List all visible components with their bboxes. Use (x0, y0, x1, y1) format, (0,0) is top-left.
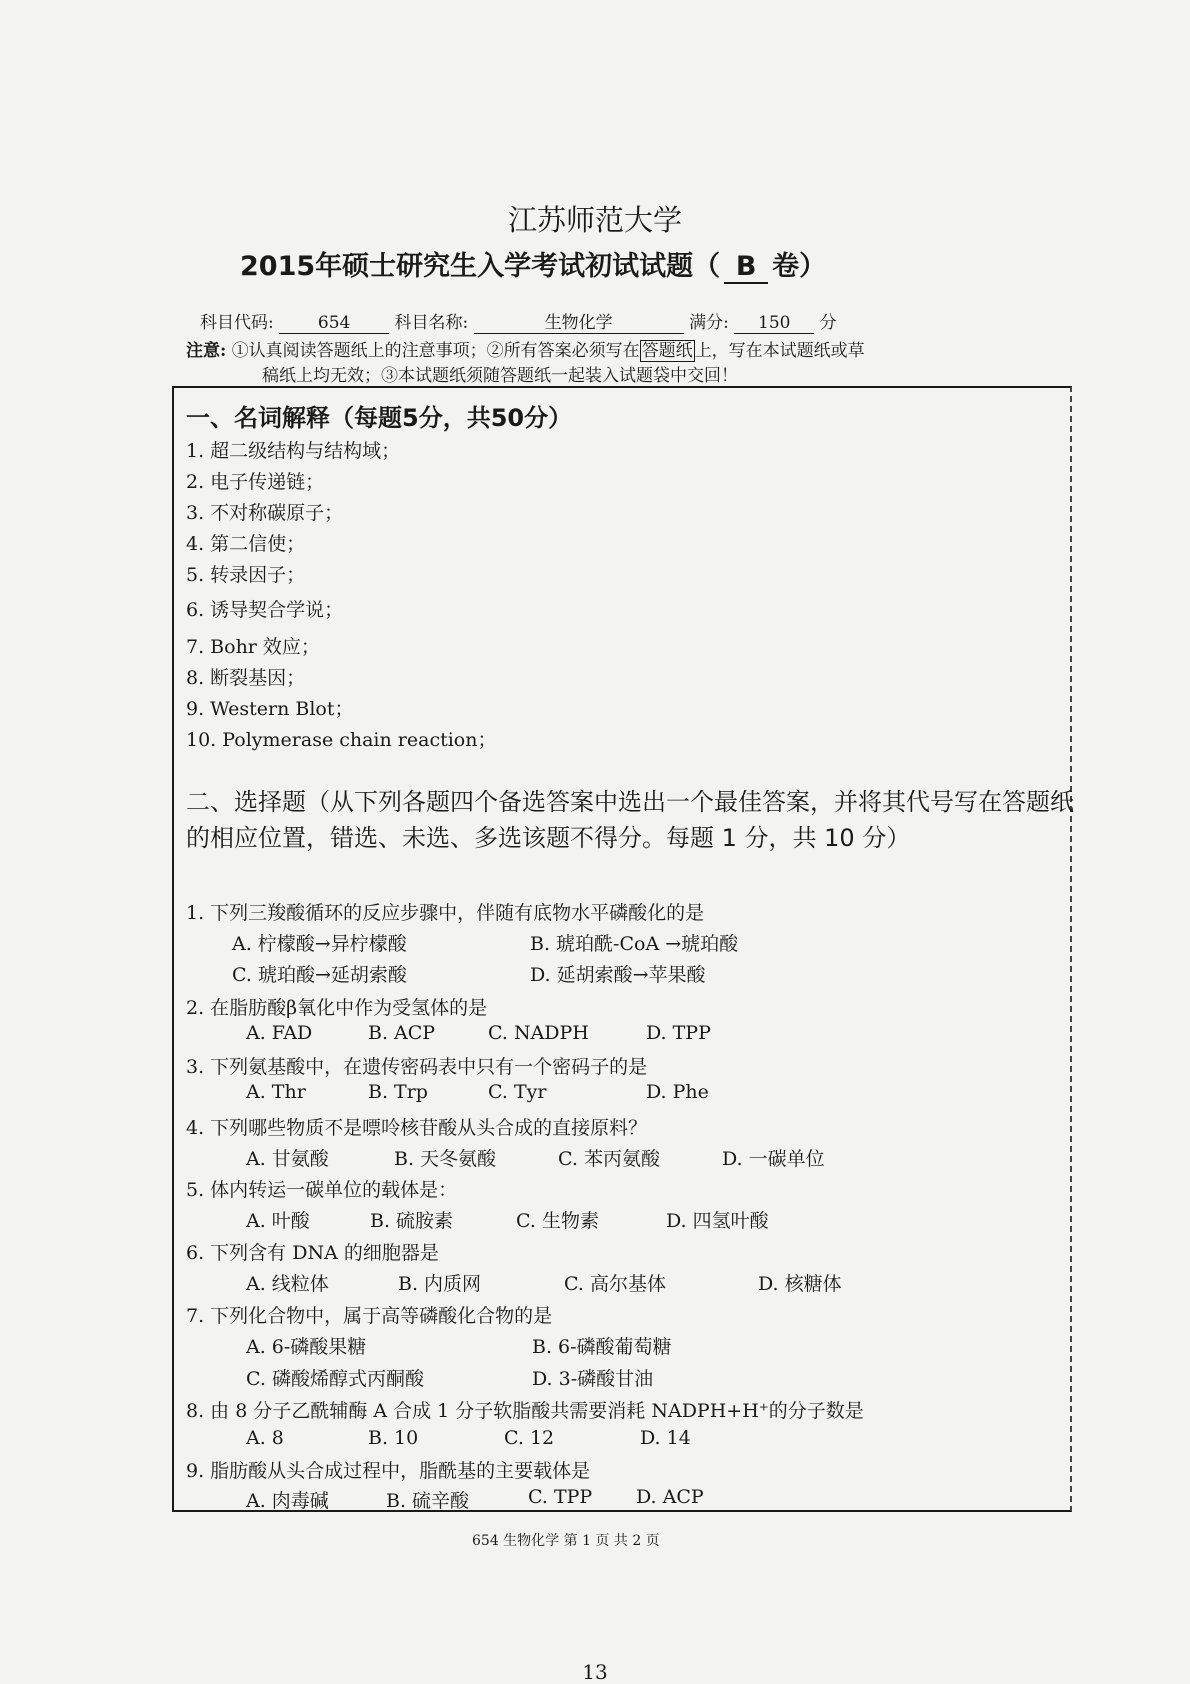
notice-line-2: 稿纸上均无效；③本试题纸须随答题纸一起装入试题袋中交回！ (262, 366, 738, 386)
option: A. FAD (246, 1022, 313, 1044)
notice-line-1 (186, 336, 865, 361)
option: C. 高尔基体 (564, 1273, 666, 1295)
option: D. 四氢叶酸 (666, 1210, 769, 1232)
question-stem: 6. 下列含有 DNA 的细胞器是 (186, 1242, 439, 1264)
score-value: 150 (734, 313, 814, 334)
option: A. 线粒体 (246, 1273, 329, 1295)
option: D. 延胡索酸→苹果酸 (530, 964, 706, 986)
option: D. 3-磷酸甘油 (532, 1368, 654, 1390)
section2-heading: 二、选择题（从下列各题四个备选答案中选出一个最佳答案，并将其代号写在答题纸的相应位置，错选、未选、多选该题不得分。每题 1 分，共 10 分） (186, 788, 1074, 852)
option: C. 磷酸烯醇式丙酮酸 (246, 1368, 424, 1390)
option: A. 叶酸 (246, 1210, 310, 1232)
question-stem: 8. 由 8 分子乙酰辅酶 A 合成 1 分子软脂酸共需要消耗 NADPH+H⁺的分子数是 (186, 1400, 864, 1422)
term-item: 4. 第二信使； (186, 533, 306, 555)
question-stem: 2. 在脂肪酸β氧化中作为受氢体的是 (186, 997, 488, 1019)
option: A. 甘氨酸 (246, 1148, 329, 1170)
question-stem: 3. 下列氨基酸中，在遗传密码表中只有一个密码子的是 (186, 1056, 648, 1078)
option: B. 硫胺素 (370, 1210, 454, 1232)
option: D. 14 (640, 1427, 691, 1449)
option: C. 12 (504, 1427, 555, 1449)
option: D. 核糖体 (758, 1273, 842, 1295)
option: D. TPP (646, 1022, 711, 1044)
option: A. 柠檬酸→异柠檬酸 (232, 933, 407, 955)
option: C. 苯丙氨酸 (558, 1148, 660, 1170)
term-item: 9. Western Blot； (186, 698, 354, 720)
term-item: 3. 不对称碳原子； (186, 502, 344, 524)
term-item: 8. 断裂基因； (186, 667, 306, 689)
option: D. ACP (636, 1486, 704, 1508)
page-number: 13 (582, 1660, 608, 1684)
option: B. 硫辛酸 (386, 1490, 470, 1512)
option: B. 10 (368, 1427, 419, 1449)
code-value: 654 (279, 313, 389, 334)
title-prefix: 2015年硕士研究生入学考试初试试题（ (240, 251, 721, 282)
option: C. 琥珀酸→延胡索酸 (232, 964, 407, 986)
paper-letter: B (724, 251, 768, 284)
exam-title (240, 244, 826, 284)
option: B. 琥珀酰-CoA →琥珀酸 (530, 933, 739, 955)
school-name: 江苏师范大学 (507, 203, 682, 237)
notice-label: 注意: (186, 341, 227, 361)
option: C. 生物素 (516, 1210, 599, 1232)
option: B. 6-磷酸葡萄糖 (532, 1336, 672, 1358)
term-item: 5. 转录因子； (186, 564, 306, 586)
question-stem: 4. 下列哪些物质不是嘌呤核苷酸从头合成的直接原料？ (186, 1117, 648, 1139)
option: C. Tyr (488, 1081, 547, 1103)
term-item: 6. 诱导契合学说； (186, 599, 344, 621)
option: C. TPP (528, 1486, 593, 1508)
name-value: 生物化学 (474, 308, 684, 334)
code-label: 科目代码: (200, 313, 274, 333)
question-stem: 1. 下列三羧酸循环的反应步骤中，伴随有底物水平磷酸化的是 (186, 902, 705, 924)
option: C. NADPH (488, 1022, 589, 1044)
option: D. 一碳单位 (722, 1148, 825, 1170)
option: D. Phe (646, 1081, 709, 1103)
option: A. 8 (246, 1427, 284, 1449)
option: A. 6-磷酸果糖 (246, 1336, 367, 1358)
term-item: 2. 电子传递链； (186, 471, 325, 493)
score-label: 满分: (689, 313, 729, 333)
option: B. ACP (368, 1022, 436, 1044)
subject-line (200, 308, 837, 334)
notice-part-c: 上，写在本试题纸或草 (694, 341, 865, 361)
question-stem: 5. 体内转运一碳单位的载体是： (186, 1179, 458, 1201)
option: B. Trp (368, 1081, 428, 1103)
term-item: 7. Bohr 效应； (186, 636, 320, 658)
option: B. 内质网 (398, 1273, 482, 1295)
term-item: 10. Polymerase chain reaction； (186, 729, 497, 751)
notice-part-a: ①认真阅读答题纸上的注意事项；②所有答案必须写在 (231, 341, 640, 361)
page-footer: 654 生物化学 第 1 页 共 2 页 (472, 1533, 660, 1549)
option: B. 天冬氨酸 (394, 1148, 497, 1170)
option: A. Thr (246, 1081, 306, 1103)
notice-boxed: 答题纸 (641, 341, 693, 361)
term-item: 1. 超二级结构与结构域； (186, 440, 401, 462)
section1-heading: 一、名词解释（每题5分，共50分） (186, 404, 573, 432)
score-unit: 分 (819, 313, 837, 333)
option: A. 肉毒碱 (246, 1490, 329, 1512)
title-suffix: 卷） (772, 251, 827, 282)
question-stem: 9. 脂肪酸从头合成过程中，脂酰基的主要载体是 (186, 1460, 591, 1482)
question-stem: 7. 下列化合物中，属于高等磷酸化合物的是 (186, 1305, 553, 1327)
name-label: 科目名称: (394, 313, 469, 333)
